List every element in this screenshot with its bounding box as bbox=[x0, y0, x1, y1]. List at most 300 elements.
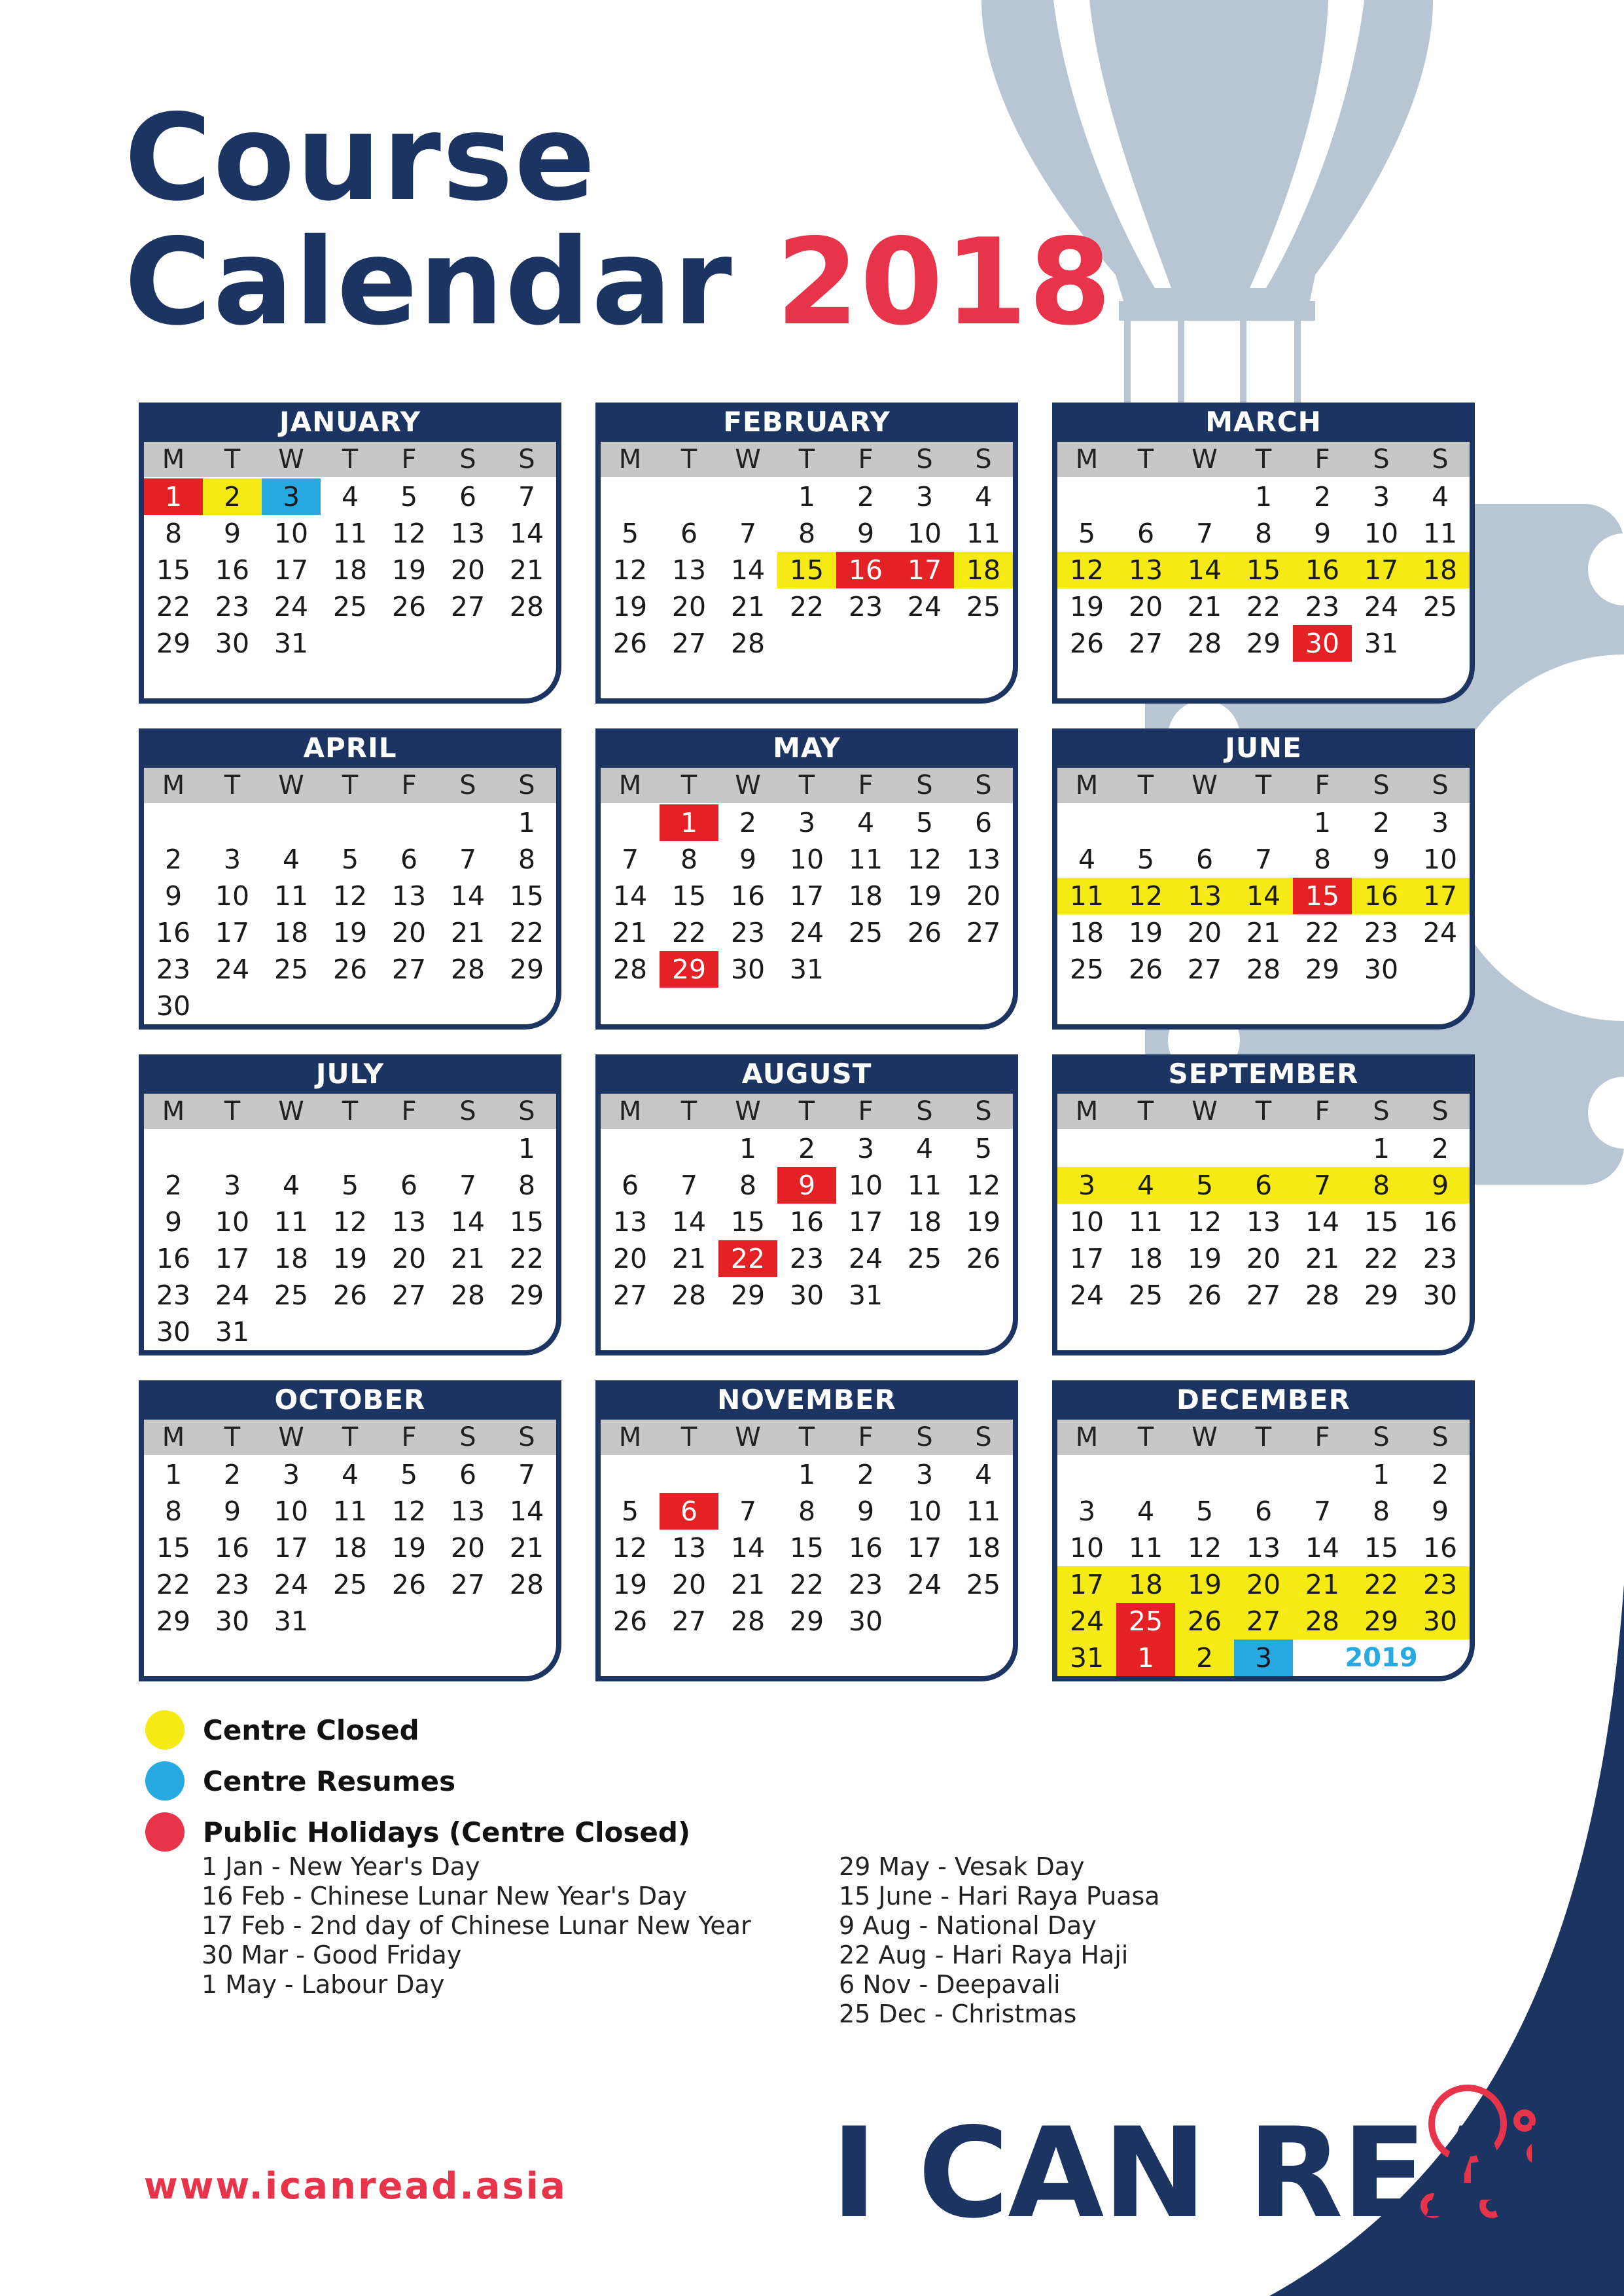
day-cell: 2 bbox=[1313, 481, 1332, 512]
empty-cell bbox=[438, 1130, 497, 1167]
weekday-header: S bbox=[975, 1096, 992, 1126]
day-cell: 24 bbox=[1057, 1603, 1116, 1640]
day-cell: 1 bbox=[798, 481, 816, 512]
day-cell: 11 bbox=[1057, 878, 1116, 914]
weekday-header: F bbox=[858, 1422, 874, 1452]
day-cell: 28 bbox=[1305, 1280, 1340, 1311]
day-cell: 16 bbox=[156, 1243, 191, 1274]
weekday-header: M bbox=[1075, 770, 1099, 800]
legend-holidays bbox=[145, 1812, 690, 1852]
weekday-header-row bbox=[1057, 1420, 1470, 1455]
day-cell: 30 bbox=[1422, 1280, 1458, 1311]
day-cell: 6 bbox=[459, 481, 477, 512]
day-cell: 21 bbox=[671, 1243, 707, 1274]
day-cell: 4 bbox=[856, 807, 875, 838]
day-cell: 15 bbox=[509, 1206, 544, 1238]
days-grid bbox=[1057, 477, 1470, 662]
day-cell: 29 bbox=[509, 1280, 544, 1311]
empty-cell bbox=[144, 804, 203, 841]
day-cell: 20 bbox=[1128, 591, 1163, 622]
day-cell: 13 bbox=[450, 1496, 485, 1527]
day-cell: 12 bbox=[332, 880, 368, 912]
day-cell: 7 bbox=[739, 518, 757, 549]
day-cell: 12 bbox=[612, 1532, 648, 1564]
day-cell: 10 bbox=[215, 880, 250, 912]
day-cell: 9 bbox=[223, 1496, 241, 1527]
day-cell: 8 bbox=[164, 1496, 183, 1527]
day-cell: 2 bbox=[164, 1170, 183, 1201]
day-cell: 17 bbox=[1057, 1566, 1116, 1603]
day-cell: 12 bbox=[391, 1496, 427, 1527]
day-cell: 10 bbox=[848, 1170, 883, 1201]
weekday-header: T bbox=[342, 770, 359, 800]
day-cell: 3 bbox=[798, 807, 816, 838]
day-cell: 1 bbox=[660, 804, 718, 841]
day-cell: 3 bbox=[1078, 1496, 1096, 1527]
day-cell: 18 bbox=[274, 1243, 309, 1274]
month-name: DECEMBER bbox=[1052, 1380, 1475, 1420]
day-cell: 24 bbox=[274, 1569, 309, 1600]
day-cell: 4 bbox=[915, 1133, 934, 1164]
day-cell: 17 bbox=[907, 1532, 942, 1564]
day-cell: 17 bbox=[848, 1206, 883, 1238]
empty-cell bbox=[1175, 804, 1234, 841]
weekday-header: S bbox=[916, 770, 933, 800]
day-cell: 19 bbox=[1069, 591, 1104, 622]
day-cell: 15 bbox=[1293, 878, 1352, 914]
day-cell: 1 bbox=[518, 1133, 536, 1164]
day-cell: 28 bbox=[509, 1569, 544, 1600]
empty-cell bbox=[1234, 804, 1293, 841]
day-cell: 27 bbox=[1234, 1603, 1293, 1640]
day-cell: 11 bbox=[274, 880, 309, 912]
weekday-header: T bbox=[224, 770, 241, 800]
holiday-item: 1 May - Labour Day bbox=[202, 1970, 445, 1999]
day-cell: 8 bbox=[680, 844, 698, 875]
day-cell: 31 bbox=[789, 954, 824, 985]
weekday-header: T bbox=[224, 1422, 241, 1452]
day-cell: 16 bbox=[156, 917, 191, 948]
day-cell: 11 bbox=[966, 518, 1001, 549]
weekday-header: S bbox=[1432, 444, 1449, 475]
day-cell: 17 bbox=[274, 554, 309, 586]
day-cell: 6 bbox=[1254, 1496, 1273, 1527]
day-cell: 4 bbox=[974, 481, 993, 512]
page-title bbox=[124, 88, 597, 227]
empty-cell bbox=[660, 478, 718, 515]
weekday-header: T bbox=[680, 770, 697, 800]
weekday-header: W bbox=[278, 1096, 304, 1126]
weekday-header: T bbox=[1137, 444, 1154, 475]
day-cell: 27 bbox=[966, 917, 1001, 948]
day-cell: 8 bbox=[739, 1170, 757, 1201]
day-cell: 28 bbox=[1187, 628, 1222, 659]
month-name: JULY bbox=[139, 1054, 561, 1094]
month-november bbox=[595, 1380, 1018, 1681]
legend-closed bbox=[145, 1710, 419, 1750]
day-cell: 9 bbox=[164, 880, 183, 912]
day-cell: 3 bbox=[1057, 1167, 1116, 1204]
legend-resumes bbox=[145, 1761, 455, 1801]
empty-cell bbox=[1116, 804, 1175, 841]
day-cell: 22 bbox=[1246, 591, 1281, 622]
day-cell: 10 bbox=[907, 1496, 942, 1527]
day-cell: 1 bbox=[1372, 1133, 1390, 1164]
day-cell: 27 bbox=[391, 954, 427, 985]
day-cell: 20 bbox=[1234, 1566, 1293, 1603]
title-calendar: Calendar bbox=[124, 213, 733, 351]
days-grid bbox=[601, 1455, 1013, 1640]
day-cell-next-year: 2 bbox=[1175, 1640, 1234, 1676]
day-cell: 21 bbox=[612, 917, 648, 948]
day-cell: 14 bbox=[509, 518, 544, 549]
day-cell: 3 bbox=[282, 1459, 300, 1490]
day-cell: 26 bbox=[1128, 954, 1163, 985]
weekday-header: T bbox=[342, 444, 359, 475]
empty-cell bbox=[438, 804, 497, 841]
day-cell: 3 bbox=[1431, 807, 1449, 838]
day-cell: 22 bbox=[789, 591, 824, 622]
day-cell: 27 bbox=[671, 1605, 707, 1637]
day-cell: 5 bbox=[1137, 844, 1155, 875]
weekday-header-row bbox=[601, 1094, 1013, 1129]
day-cell: 2 bbox=[798, 1133, 816, 1164]
weekday-header: S bbox=[459, 1422, 476, 1452]
empty-cell bbox=[1057, 804, 1116, 841]
day-cell: 27 bbox=[1128, 628, 1163, 659]
day-cell: 30 bbox=[215, 628, 250, 659]
weekday-header: T bbox=[680, 444, 697, 475]
empty-cell bbox=[601, 1456, 660, 1493]
day-cell: 23 bbox=[1422, 1243, 1458, 1274]
day-cell: 11 bbox=[848, 844, 883, 875]
day-cell: 14 bbox=[450, 880, 485, 912]
weekday-header: M bbox=[1075, 1096, 1099, 1126]
day-cell: 31 bbox=[215, 1316, 250, 1348]
day-cell: 7 bbox=[518, 1459, 536, 1490]
day-cell: 4 bbox=[1431, 481, 1449, 512]
day-cell: 2 bbox=[739, 807, 757, 838]
day-cell: 13 bbox=[1246, 1206, 1281, 1238]
day-cell: 29 bbox=[660, 951, 718, 988]
weekday-header: F bbox=[1315, 770, 1330, 800]
legend-label: Centre Resumes bbox=[203, 1765, 456, 1797]
weekday-header: S bbox=[459, 770, 476, 800]
day-cell: 14 bbox=[509, 1496, 544, 1527]
month-january bbox=[139, 403, 561, 704]
day-cell: 8 bbox=[164, 518, 183, 549]
day-cell: 12 bbox=[391, 518, 427, 549]
day-cell: 17 bbox=[274, 1532, 309, 1564]
day-cell: 23 bbox=[215, 1569, 250, 1600]
day-cell: 8 bbox=[1254, 518, 1273, 549]
weekday-header: S bbox=[975, 770, 992, 800]
weekday-header-row bbox=[144, 768, 556, 803]
month-december bbox=[1052, 1380, 1475, 1681]
day-cell: 26 bbox=[332, 954, 368, 985]
empty-cell bbox=[1234, 1456, 1293, 1493]
day-cell: 3 bbox=[223, 844, 241, 875]
month-name: AUGUST bbox=[595, 1054, 1018, 1094]
day-cell: 5 bbox=[1195, 1496, 1214, 1527]
brand-logo-text: I CAN READ bbox=[831, 2101, 1623, 2246]
day-cell: 15 bbox=[509, 880, 544, 912]
day-cell: 7 bbox=[739, 1496, 757, 1527]
day-cell: 10 bbox=[907, 518, 942, 549]
weekday-header: F bbox=[1315, 444, 1330, 475]
blue-dot-icon bbox=[145, 1761, 185, 1801]
day-cell: 18 bbox=[1128, 1243, 1163, 1274]
day-cell: 12 bbox=[1187, 1206, 1222, 1238]
red-dot-icon bbox=[145, 1812, 185, 1852]
weekday-header: W bbox=[278, 444, 304, 475]
day-cell: 18 bbox=[907, 1206, 942, 1238]
weekday-header: S bbox=[1373, 444, 1390, 475]
day-cell: 16 bbox=[836, 552, 895, 588]
day-cell: 8 bbox=[1313, 844, 1332, 875]
day-cell: 12 bbox=[1187, 1532, 1222, 1564]
yellow-dot-icon bbox=[145, 1710, 185, 1749]
day-cell: 23 bbox=[1305, 591, 1340, 622]
holiday-item: 29 May - Vesak Day bbox=[839, 1852, 1085, 1881]
day-cell: 22 bbox=[718, 1240, 777, 1277]
weekday-header: W bbox=[735, 444, 761, 475]
month-august bbox=[595, 1054, 1018, 1355]
day-cell: 12 bbox=[612, 554, 648, 586]
day-cell: 9 bbox=[739, 844, 757, 875]
day-cell: 23 bbox=[848, 1569, 883, 1600]
day-cell: 20 bbox=[612, 1243, 648, 1274]
day-cell: 16 bbox=[789, 1206, 824, 1238]
holiday-item: 15 June - Hari Raya Puasa bbox=[839, 1882, 1160, 1910]
day-cell: 31 bbox=[274, 628, 309, 659]
day-cell: 15 bbox=[1364, 1532, 1399, 1564]
holiday-list-left bbox=[202, 1852, 751, 2000]
holiday-list-right bbox=[839, 1852, 1160, 2029]
weekday-header: M bbox=[162, 1096, 185, 1126]
day-cell: 23 bbox=[848, 591, 883, 622]
weekday-header: F bbox=[401, 1096, 417, 1126]
day-cell: 25 bbox=[332, 591, 368, 622]
website-link[interactable]: www.icanread.asia bbox=[144, 2165, 567, 2208]
day-cell: 28 bbox=[612, 954, 648, 985]
day-cell: 24 bbox=[1069, 1280, 1104, 1311]
day-cell: 20 bbox=[671, 1569, 707, 1600]
day-cell: 18 bbox=[332, 554, 368, 586]
day-cell: 29 bbox=[156, 1605, 191, 1637]
day-cell: 29 bbox=[1246, 628, 1281, 659]
day-cell: 7 bbox=[459, 844, 477, 875]
day-cell: 19 bbox=[612, 591, 648, 622]
day-cell: 1 bbox=[518, 807, 536, 838]
day-cell: 6 bbox=[459, 1459, 477, 1490]
day-cell: 25 bbox=[848, 917, 883, 948]
weekday-header: M bbox=[162, 444, 185, 475]
day-cell: 28 bbox=[450, 954, 485, 985]
day-cell: 27 bbox=[1246, 1280, 1281, 1311]
day-cell: 25 bbox=[966, 591, 1001, 622]
day-cell: 26 bbox=[391, 591, 427, 622]
day-cell: 15 bbox=[156, 554, 191, 586]
day-cell: 24 bbox=[1422, 917, 1458, 948]
day-cell: 6 bbox=[680, 518, 698, 549]
month-name: JUNE bbox=[1052, 728, 1475, 768]
month-october bbox=[139, 1380, 561, 1681]
weekday-header: S bbox=[916, 1422, 933, 1452]
day-cell: 1 bbox=[1313, 807, 1332, 838]
day-cell: 18 bbox=[848, 880, 883, 912]
day-cell: 28 bbox=[1293, 1603, 1352, 1640]
day-cell: 30 bbox=[848, 1605, 883, 1637]
day-cell: 10 bbox=[1364, 518, 1399, 549]
day-cell: 14 bbox=[1305, 1206, 1340, 1238]
weekday-header: M bbox=[618, 1422, 642, 1452]
month-july bbox=[139, 1054, 561, 1355]
day-cell: 8 bbox=[798, 1496, 816, 1527]
day-cell: 14 bbox=[730, 1532, 766, 1564]
weekday-header: F bbox=[858, 1096, 874, 1126]
month-name: FEBRUARY bbox=[595, 403, 1018, 442]
holiday-item: 9 Aug - National Day bbox=[839, 1911, 1097, 1940]
days-grid bbox=[144, 803, 556, 1024]
month-name: SEPTEMBER bbox=[1052, 1054, 1475, 1094]
day-cell: 11 bbox=[1128, 1206, 1163, 1238]
day-cell: 25 bbox=[1128, 1280, 1163, 1311]
day-cell: 13 bbox=[450, 518, 485, 549]
empty-cell bbox=[262, 1130, 321, 1167]
day-cell: 19 bbox=[612, 1569, 648, 1600]
weekday-header-row bbox=[144, 442, 556, 477]
day-cell: 6 bbox=[660, 1493, 718, 1530]
days-grid bbox=[1057, 803, 1470, 988]
empty-cell bbox=[380, 804, 438, 841]
days-grid bbox=[144, 1455, 556, 1640]
day-cell: 26 bbox=[966, 1243, 1001, 1274]
day-cell: 13 bbox=[1175, 878, 1234, 914]
weekday-header: T bbox=[1255, 444, 1272, 475]
empty-cell bbox=[660, 1456, 718, 1493]
day-cell: 18 bbox=[274, 917, 309, 948]
day-cell: 15 bbox=[671, 880, 707, 912]
day-cell: 4 bbox=[1116, 1167, 1175, 1204]
day-cell: 23 bbox=[1364, 917, 1399, 948]
day-cell: 3 bbox=[856, 1133, 875, 1164]
holiday-item: 1 Jan - New Year's Day bbox=[202, 1852, 480, 1881]
day-cell: 20 bbox=[450, 554, 485, 586]
weekday-header: T bbox=[680, 1096, 697, 1126]
day-cell: 25 bbox=[907, 1243, 942, 1274]
day-cell: 3 bbox=[223, 1170, 241, 1201]
month-name: MAY bbox=[595, 728, 1018, 768]
day-cell: 30 bbox=[215, 1605, 250, 1637]
day-cell: 4 bbox=[282, 844, 300, 875]
weekday-header: T bbox=[798, 1096, 815, 1126]
day-cell-next-year: 1 bbox=[1116, 1640, 1175, 1676]
day-cell: 31 bbox=[1364, 628, 1399, 659]
day-cell: 16 bbox=[215, 1532, 250, 1564]
days-grid bbox=[1057, 1455, 1470, 1676]
day-cell: 14 bbox=[612, 880, 648, 912]
weekday-header: T bbox=[1255, 1096, 1272, 1126]
day-cell: 24 bbox=[215, 1280, 250, 1311]
day-cell: 21 bbox=[730, 1569, 766, 1600]
day-cell: 17 bbox=[789, 880, 824, 912]
day-cell: 25 bbox=[1116, 1603, 1175, 1640]
day-cell: 21 bbox=[730, 591, 766, 622]
day-cell: 18 bbox=[1411, 552, 1470, 588]
weekday-header: T bbox=[342, 1422, 359, 1452]
day-cell: 20 bbox=[1246, 1243, 1281, 1274]
day-cell: 12 bbox=[1057, 552, 1116, 588]
day-cell: 27 bbox=[671, 628, 707, 659]
day-cell: 27 bbox=[450, 1569, 485, 1600]
empty-cell bbox=[203, 1130, 262, 1167]
weekday-header: S bbox=[1432, 1422, 1449, 1452]
day-cell: 8 bbox=[1372, 1496, 1390, 1527]
day-cell: 11 bbox=[274, 1206, 309, 1238]
day-cell: 25 bbox=[274, 954, 309, 985]
day-cell: 13 bbox=[671, 554, 707, 586]
day-cell: 27 bbox=[612, 1280, 648, 1311]
day-cell: 10 bbox=[1422, 844, 1458, 875]
empty-cell bbox=[718, 478, 777, 515]
next-year-label: 2019 bbox=[1345, 1643, 1418, 1673]
weekday-header-row bbox=[1057, 442, 1470, 477]
day-cell: 2 bbox=[1431, 1133, 1449, 1164]
day-cell: 28 bbox=[671, 1280, 707, 1311]
day-cell: 9 bbox=[856, 1496, 875, 1527]
title-course: Course bbox=[124, 88, 597, 227]
day-cell: 18 bbox=[954, 552, 1013, 588]
page-title-line2 bbox=[124, 213, 1113, 351]
day-cell: 22 bbox=[156, 1569, 191, 1600]
day-cell: 11 bbox=[966, 1496, 1001, 1527]
empty-cell bbox=[601, 478, 660, 515]
day-cell: 12 bbox=[1116, 878, 1175, 914]
weekday-header: S bbox=[518, 770, 535, 800]
day-cell: 12 bbox=[332, 1206, 368, 1238]
day-cell: 14 bbox=[450, 1206, 485, 1238]
day-cell: 5 bbox=[341, 844, 359, 875]
day-cell: 11 bbox=[1128, 1532, 1163, 1564]
day-cell: 8 bbox=[518, 844, 536, 875]
weekday-header: T bbox=[224, 1096, 241, 1126]
day-cell: 16 bbox=[215, 554, 250, 586]
day-cell: 16 bbox=[730, 880, 766, 912]
day-cell: 13 bbox=[391, 880, 427, 912]
day-cell: 13 bbox=[612, 1206, 648, 1238]
day-cell: 23 bbox=[156, 954, 191, 985]
holiday-item: 22 Aug - Hari Raya Haji bbox=[839, 1941, 1129, 1969]
weekday-header: S bbox=[1373, 1096, 1390, 1126]
day-cell: 25 bbox=[332, 1569, 368, 1600]
day-cell: 15 bbox=[156, 1532, 191, 1564]
day-cell: 15 bbox=[730, 1206, 766, 1238]
day-cell: 23 bbox=[789, 1243, 824, 1274]
day-cell: 6 bbox=[621, 1170, 639, 1201]
weekday-header: T bbox=[342, 1096, 359, 1126]
day-cell: 9 bbox=[1313, 518, 1332, 549]
days-grid bbox=[601, 1129, 1013, 1314]
month-february bbox=[595, 403, 1018, 704]
day-cell: 20 bbox=[391, 1243, 427, 1274]
day-cell: 16 bbox=[1422, 1206, 1458, 1238]
day-cell: 18 bbox=[966, 1532, 1001, 1564]
day-cell: 17 bbox=[1411, 878, 1470, 914]
day-cell: 3 bbox=[1372, 481, 1390, 512]
day-cell: 24 bbox=[215, 954, 250, 985]
weekday-header: W bbox=[735, 1096, 761, 1126]
